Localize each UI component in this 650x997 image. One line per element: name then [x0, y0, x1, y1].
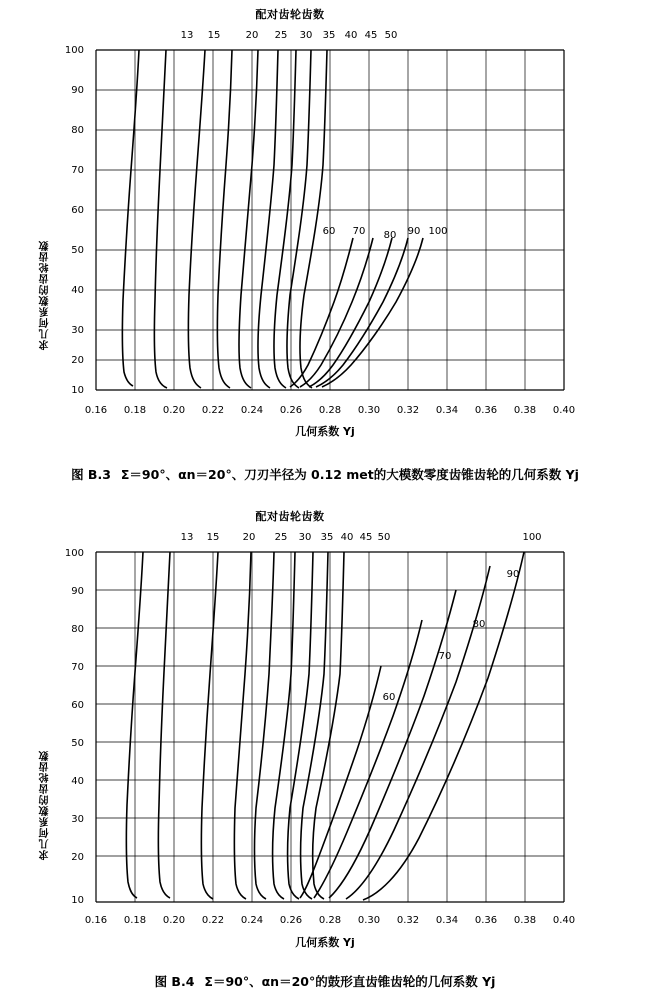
curve-label-13: 13 [178, 31, 196, 41]
x-tick-b4-2: 0.20 [162, 915, 186, 926]
caption-text-b3: Σ＝90°、αn＝20°、刀刃半径为 0.12 met的大模数零度齿锥齿轮的几何系数 Yj [120, 467, 579, 482]
x-tick-b4-3: 0.22 [201, 915, 225, 926]
x-axis-title-b4 [255, 934, 395, 950]
curve-label-b4-30: 30 [296, 533, 314, 543]
y-tick-50: 50 [71, 245, 84, 256]
curve-label-80: 80 [381, 231, 399, 241]
x-tick-b4-12: 0.40 [552, 915, 576, 926]
y-tick-b4-20: 20 [71, 852, 84, 863]
x-tick-b4-1: 0.18 [123, 915, 147, 926]
x-tick-b4-11: 0.38 [513, 915, 537, 926]
curve-label-35: 35 [320, 31, 338, 41]
x-tick-7: 0.30 [357, 405, 381, 416]
curve-label-b4-35: 35 [318, 533, 336, 543]
figure-caption-b3 [0, 465, 650, 483]
x-tick-9: 0.34 [435, 405, 459, 416]
figure-b3 [0, 0, 650, 495]
curve-label-20: 20 [243, 31, 261, 41]
plot-title-b3: 配对齿轮齿数 [255, 8, 325, 21]
x-tick-b4-9: 0.34 [435, 915, 459, 926]
figure-b4 [0, 500, 650, 997]
y-tick-b4-80: 80 [71, 624, 84, 635]
curve-label-b4-90: 90 [504, 570, 522, 580]
y-tick-70: 70 [71, 165, 84, 176]
x-tick-b4-4: 0.24 [240, 915, 264, 926]
caption-label-b4: 图 B.4 [154, 974, 195, 989]
curve-label-30: 30 [297, 31, 315, 41]
curve-label-b4-60: 60 [380, 693, 398, 703]
curve-label-b4-20: 20 [240, 533, 258, 543]
y-tick-b4-60: 60 [71, 700, 84, 711]
caption-text-b4: Σ＝90°、αn＝20°的鼓形直齿锥齿轮的几何系数 Yj [204, 974, 496, 989]
curve-label-b4-15: 15 [204, 533, 222, 543]
x-tick-3: 0.22 [201, 405, 225, 416]
y-tick-b4-70: 70 [71, 662, 84, 673]
x-tick-5: 0.26 [279, 405, 303, 416]
caption-label-b3: 图 B.3 [71, 467, 111, 482]
x-tick-11: 0.38 [513, 405, 537, 416]
y-tick-b4-40: 40 [71, 776, 84, 787]
chart-canvas-b4 [0, 500, 650, 912]
grid-lines-b4 [96, 552, 564, 902]
y-tick-10: 10 [71, 385, 84, 396]
x-axis-title-text-b3: 几何系数 Yj [295, 425, 355, 438]
y-tick-b4-90: 90 [71, 586, 84, 597]
curve-label-b4-13: 13 [178, 533, 196, 543]
x-tick-10: 0.36 [474, 405, 498, 416]
curve-label-b4-45: 45 [357, 533, 375, 543]
x-axis-title-text-b4: 几何系数 Yj [295, 936, 355, 949]
x-tick-4: 0.24 [240, 405, 264, 416]
x-tick-b4-8: 0.32 [396, 915, 420, 926]
curve-label-90: 90 [405, 227, 423, 237]
x-axis-title-b3 [255, 423, 395, 439]
curve-label-100: 100 [426, 227, 450, 237]
x-tick-b4-5: 0.26 [279, 915, 303, 926]
curve-label-b4-80: 80 [470, 620, 488, 630]
curve-label-b4-50: 50 [375, 533, 393, 543]
y-tick-100: 100 [64, 45, 84, 56]
figure-caption-b4 [0, 972, 650, 990]
y-tick-30: 30 [71, 325, 84, 336]
x-tick-1: 0.18 [123, 405, 147, 416]
y-tick-80: 80 [71, 125, 84, 136]
x-tick-2: 0.20 [162, 405, 186, 416]
chart-canvas-b3 [0, 0, 650, 400]
x-tick-b4-6: 0.28 [318, 915, 342, 926]
curve-label-b4-40: 40 [338, 533, 356, 543]
y-tick-b4-100: 100 [64, 548, 84, 559]
curve-label-70: 70 [350, 227, 368, 237]
y-tick-b4-50: 50 [71, 738, 84, 749]
data-curves-b3 [122, 50, 423, 388]
x-tick-12: 0.40 [552, 405, 576, 416]
y-tick-b4-30: 30 [71, 814, 84, 825]
y-axis-title-b3: 求几何系数的齿轮齿数 [40, 240, 51, 350]
curve-label-40: 40 [342, 31, 360, 41]
x-tick-b4-7: 0.30 [357, 915, 381, 926]
x-tick-b4-10: 0.36 [474, 915, 498, 926]
x-tick-0: 0.16 [84, 405, 108, 416]
y-tick-20: 20 [71, 355, 84, 366]
curve-label-50: 50 [382, 31, 400, 41]
data-curves-b4 [126, 552, 524, 900]
curve-label-25: 25 [272, 31, 290, 41]
y-axis-title-b4: 求几何系数的齿轮齿数 [40, 750, 51, 860]
curve-label-60: 60 [320, 227, 338, 237]
curve-label-45: 45 [362, 31, 380, 41]
y-tick-b4-10: 10 [71, 895, 84, 906]
curve-label-b4-70: 70 [436, 652, 454, 662]
curve-label-15: 15 [205, 31, 223, 41]
x-tick-8: 0.32 [396, 405, 420, 416]
grid-lines-b3 [96, 50, 564, 390]
x-tick-b4-0: 0.16 [84, 915, 108, 926]
curve-label-b4-25: 25 [272, 533, 290, 543]
curve-label-b4-100: 100 [520, 533, 544, 543]
x-tick-6: 0.28 [318, 405, 342, 416]
plot-title-b4: 配对齿轮齿数 [255, 510, 325, 523]
y-tick-90: 90 [71, 85, 84, 96]
y-tick-40: 40 [71, 285, 84, 296]
y-tick-60: 60 [71, 205, 84, 216]
